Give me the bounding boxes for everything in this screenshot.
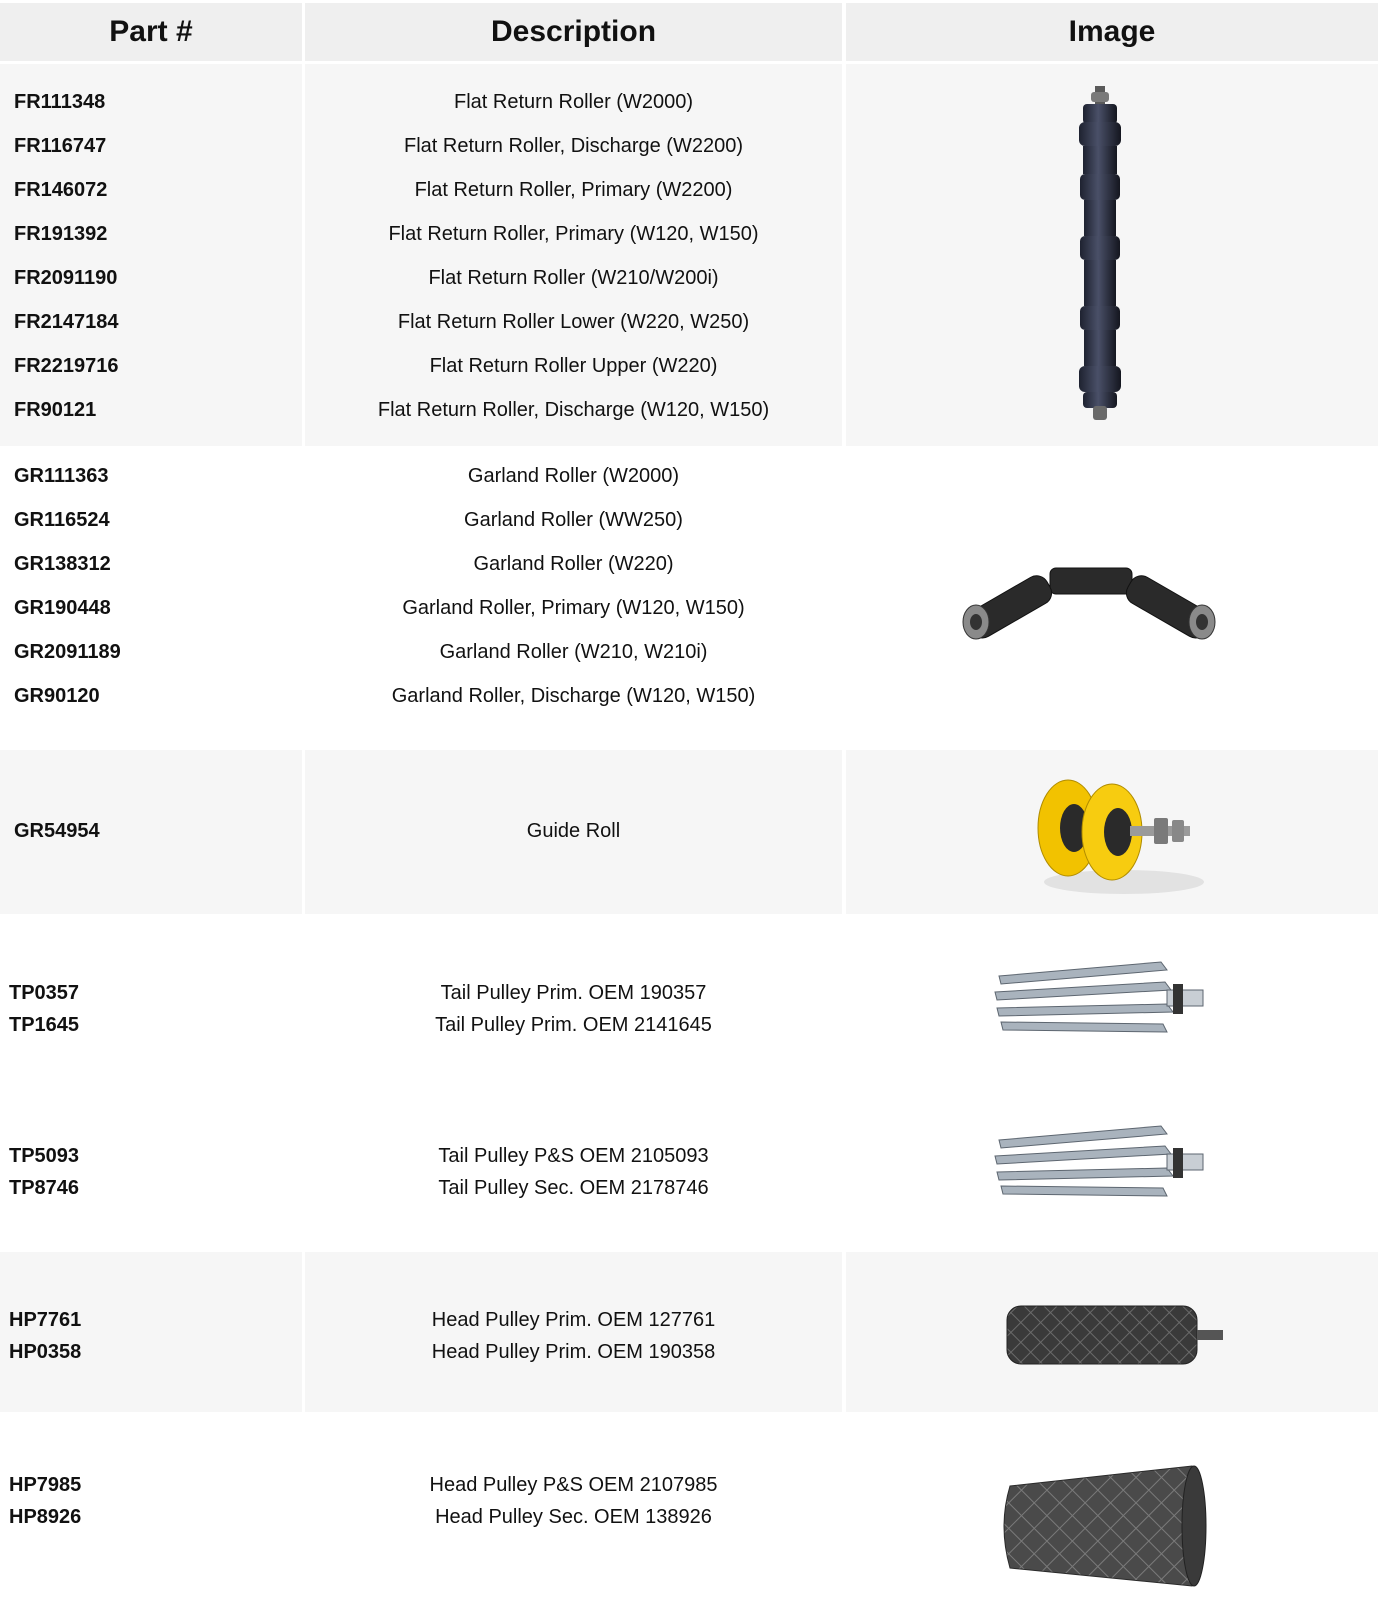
part-number: TP1645	[9, 1014, 80, 1036]
description: Head Pulley Sec. OEM 138926	[435, 1506, 712, 1528]
part-number: TP0357	[9, 982, 80, 1004]
part-number: FR2219716	[14, 355, 119, 377]
description: Garland Roller (WW250)	[464, 509, 683, 531]
description: Head Pulley Prim. OEM 190358	[431, 1341, 716, 1363]
flat-return-roller-image	[1071, 86, 1131, 426]
header-part: Part #	[0, 3, 302, 61]
table-row	[0, 1252, 1378, 1412]
description: Head Pulley P&S OEM 2107985	[429, 1474, 718, 1496]
description-cell	[305, 1416, 842, 1606]
part-number: TP5093	[9, 1145, 80, 1167]
table-row	[0, 1084, 1378, 1248]
part-number: FR146072	[14, 179, 108, 201]
part-number: FR90121	[14, 399, 97, 421]
description: Garland Roller (W2000)	[467, 465, 680, 487]
part-number: GR2091189	[14, 641, 121, 663]
image-cell	[846, 64, 1378, 446]
part-cell	[0, 1416, 302, 1606]
part-number: FR191392	[14, 223, 108, 245]
part-cell	[0, 446, 302, 746]
guide-roll-image	[1034, 770, 1214, 900]
description: Flat Return Roller Upper (W220)	[429, 355, 718, 377]
table-row	[0, 446, 1378, 746]
description-cell	[305, 64, 842, 446]
description: Flat Return Roller (W210/W200i)	[428, 267, 719, 289]
part-number: GR190448	[14, 597, 111, 619]
part-number: FR2091190	[14, 267, 118, 289]
description-cell	[305, 1252, 842, 1412]
table-row	[0, 64, 1378, 446]
description: Garland Roller (W220)	[473, 553, 674, 575]
description-cell	[305, 918, 842, 1080]
description: Tail Pulley Sec. OEM 2178746	[438, 1177, 709, 1199]
description: Flat Return Roller, Primary (W120, W150)	[388, 223, 759, 245]
description: Flat Return Roller, Primary (W2200)	[414, 179, 733, 201]
description: Garland Roller, Discharge (W120, W150)	[391, 685, 756, 707]
part-number: FR116747	[14, 135, 107, 157]
description: Head Pulley Prim. OEM 127761	[431, 1309, 716, 1331]
image-cell	[846, 750, 1378, 914]
description: Flat Return Roller Lower (W220, W250)	[397, 311, 750, 333]
description: Flat Return Roller, Discharge (W120, W150)	[377, 399, 770, 421]
part-number: HP7761	[9, 1309, 82, 1331]
image-cell	[846, 1416, 1378, 1606]
table-row	[0, 750, 1378, 914]
part-number: TP8746	[9, 1177, 80, 1199]
header-image: Image	[846, 3, 1378, 61]
garland-roller-image	[954, 556, 1224, 656]
head-pulley-large-image	[996, 1464, 1226, 1590]
description: Tail Pulley P&S OEM 2105093	[438, 1145, 709, 1167]
part-number: HP7985	[9, 1474, 82, 1496]
description: Flat Return Roller, Discharge (W2200)	[403, 135, 743, 157]
table-row	[0, 1416, 1378, 1606]
description-cell	[305, 1084, 842, 1248]
description: Guide Roll	[526, 820, 621, 842]
part-cell	[0, 64, 302, 446]
part-number: GR138312	[14, 553, 111, 575]
image-cell	[846, 446, 1378, 746]
part-number: GR54954	[14, 820, 100, 842]
image-cell	[846, 1084, 1378, 1248]
description: Flat Return Roller (W2000)	[454, 91, 693, 113]
part-number: HP8926	[9, 1506, 82, 1528]
part-number: HP0358	[9, 1341, 82, 1363]
tail-pulley-image	[991, 1122, 1211, 1206]
part-number: FR111348	[14, 91, 106, 113]
tail-pulley-image	[991, 958, 1211, 1042]
part-number: GR90120	[14, 685, 100, 707]
header-description: Description	[305, 3, 842, 61]
description: Garland Roller (W210, W210i)	[439, 641, 708, 663]
head-pulley-small-image	[1001, 1302, 1241, 1372]
description: Garland Roller, Primary (W120, W150)	[402, 597, 745, 619]
part-number: GR116524	[14, 509, 110, 531]
description-cell	[305, 750, 842, 914]
part-cell	[0, 750, 302, 914]
description: Tail Pulley Prim. OEM 2141645	[435, 1014, 712, 1036]
part-number: GR111363	[14, 465, 109, 487]
table-row	[0, 918, 1378, 1080]
part-cell	[0, 1252, 302, 1412]
image-cell	[846, 1252, 1378, 1412]
part-cell	[0, 918, 302, 1080]
description-cell	[305, 446, 842, 746]
part-number: FR2147184	[14, 311, 119, 333]
description: Tail Pulley Prim. OEM 190357	[440, 982, 707, 1004]
image-cell	[846, 918, 1378, 1080]
part-cell	[0, 1084, 302, 1248]
